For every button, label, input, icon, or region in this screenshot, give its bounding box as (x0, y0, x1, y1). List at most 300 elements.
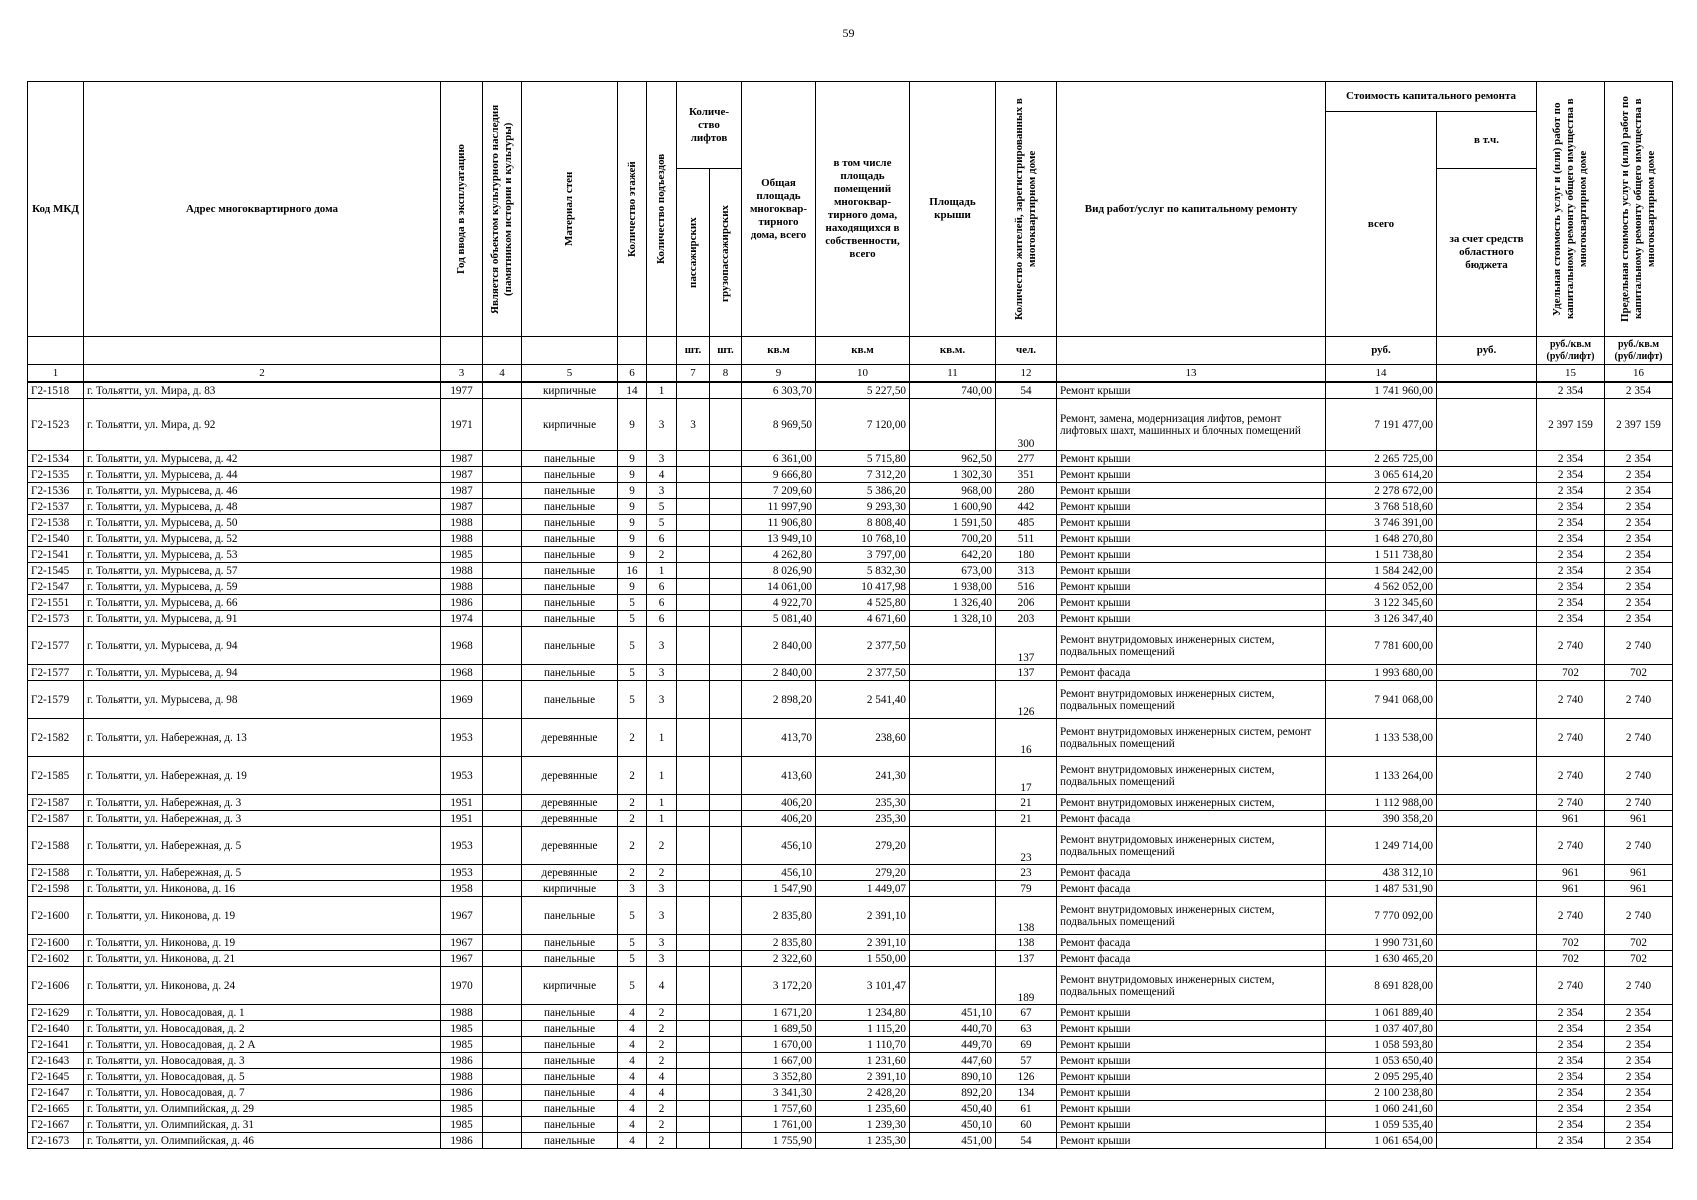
cell-entrances: 3 (647, 483, 677, 499)
table-row (28, 757, 1673, 795)
cell-cost: 1 037 407,80 (1326, 1021, 1437, 1037)
cell-unit-cost: 2 354 (1537, 382, 1605, 399)
cell-max-cost: 2 354 (1605, 467, 1673, 483)
cell-floors: 2 (618, 757, 647, 795)
cell-code: Г2-1577 (28, 665, 84, 681)
cell-entrances: 3 (647, 665, 677, 681)
cell-unit-cost: 2 354 (1537, 451, 1605, 467)
cell-entrances: 3 (647, 627, 677, 665)
cell-entrances: 6 (647, 595, 677, 611)
cell-floors: 14 (618, 382, 647, 399)
cell-max-cost: 702 (1605, 665, 1673, 681)
cell-max-cost: 2 397 159 (1605, 399, 1673, 451)
cell-year: 1985 (441, 1101, 483, 1117)
cell-heritage (483, 547, 522, 563)
cell-floors: 4 (618, 1021, 647, 1037)
cell-unit-cost: 2 354 (1537, 1037, 1605, 1053)
cell-cost: 1 741 960,00 (1326, 382, 1437, 399)
cell-residents: 79 (996, 881, 1057, 897)
cell-lifts-cargo (710, 483, 742, 499)
cell-unit-cost: 2 354 (1537, 1101, 1605, 1117)
table-row (28, 382, 1673, 399)
cell-cost-region (1437, 935, 1537, 951)
cell-cost-region (1437, 627, 1537, 665)
cell-lifts-pass (677, 681, 710, 719)
cell-heritage (483, 951, 522, 967)
cell-heritage (483, 531, 522, 547)
cell-unit-cost: 2 354 (1537, 531, 1605, 547)
cell-max-cost: 2 354 (1605, 1101, 1673, 1117)
cell-area-total: 7 209,60 (742, 483, 816, 499)
cell-lifts-cargo (710, 967, 742, 1005)
header-entrances: Количество подъездов (647, 82, 677, 337)
table-row (28, 881, 1673, 897)
table-row (28, 515, 1673, 531)
cell-wall: панельные (522, 483, 618, 499)
cell-address: г. Тольятти, ул. Набережная, д. 13 (84, 719, 441, 757)
cell-roof-area (910, 897, 996, 935)
column-number: 8 (710, 365, 742, 383)
cell-lifts-cargo (710, 1021, 742, 1037)
cell-year: 1953 (441, 757, 483, 795)
cell-cost: 7 941 068,00 (1326, 681, 1437, 719)
cell-work: Ремонт крыши (1057, 1037, 1326, 1053)
cell-cost-region (1437, 579, 1537, 595)
cell-unit-cost: 2 397 159 (1537, 399, 1605, 451)
cell-max-cost: 2 354 (1605, 547, 1673, 563)
cell-work: Ремонт крыши (1057, 515, 1326, 531)
cell-heritage (483, 865, 522, 881)
cell-address: г. Тольятти, ул. Набережная, д. 3 (84, 811, 441, 827)
cell-unit-cost: 2 354 (1537, 1117, 1605, 1133)
column-number (1437, 365, 1537, 383)
cell-roof-area: 700,20 (910, 531, 996, 547)
cell-residents: 134 (996, 1085, 1057, 1101)
cell-unit-cost: 2 354 (1537, 563, 1605, 579)
cell-work: Ремонт внутридомовых инженерных систем, подвальных помещений (1057, 681, 1326, 719)
cell-address: г. Тольятти, ул. Новосадовая, д. 3 (84, 1053, 441, 1069)
unit-area-total: кв.м (742, 337, 816, 365)
cell-cost-region (1437, 795, 1537, 811)
cell-work: Ремонт внутридомовых инженерных систем, подвальных помещений (1057, 967, 1326, 1005)
cell-lifts-pass (677, 951, 710, 967)
cell-floors: 5 (618, 681, 647, 719)
unit-lifts-cargo: шт. (710, 337, 742, 365)
cell-area-owned: 2 541,40 (816, 681, 910, 719)
cell-floors: 5 (618, 611, 647, 627)
cell-entrances: 4 (647, 967, 677, 1005)
cell-floors: 4 (618, 1005, 647, 1021)
column-numbers-row (28, 365, 1673, 383)
cell-wall: панельные (522, 1053, 618, 1069)
cell-area-owned: 1 239,30 (816, 1117, 910, 1133)
cell-roof-area (910, 757, 996, 795)
cell-address: г. Тольятти, ул. Новосадовая, д. 2 А (84, 1037, 441, 1053)
cell-unit-cost: 2 354 (1537, 483, 1605, 499)
cell-entrances: 3 (647, 935, 677, 951)
cell-max-cost: 2 354 (1605, 1021, 1673, 1037)
cell-area-owned: 235,30 (816, 795, 910, 811)
column-number (647, 365, 677, 383)
cell-cost: 2 095 295,40 (1326, 1069, 1437, 1085)
cell-work: Ремонт крыши (1057, 1117, 1326, 1133)
cell-wall: деревянные (522, 865, 618, 881)
cell-lifts-pass (677, 757, 710, 795)
cell-year: 1988 (441, 579, 483, 595)
cell-residents: 485 (996, 515, 1057, 531)
cell-unit-cost: 961 (1537, 881, 1605, 897)
cell-heritage (483, 967, 522, 1005)
cell-cost-region (1437, 1117, 1537, 1133)
cell-residents: 280 (996, 483, 1057, 499)
column-number: 3 (441, 365, 483, 383)
cell-lifts-cargo (710, 1037, 742, 1053)
cell-area-total: 3 352,80 (742, 1069, 816, 1085)
cell-heritage (483, 935, 522, 951)
cell-max-cost: 2 354 (1605, 1133, 1673, 1149)
table-row (28, 563, 1673, 579)
cell-area-total: 6 303,70 (742, 382, 816, 399)
cell-roof-area: 447,60 (910, 1053, 996, 1069)
cell-lifts-cargo (710, 811, 742, 827)
table-row (28, 1005, 1673, 1021)
cell-floors: 4 (618, 1069, 647, 1085)
cell-address: г. Тольятти, ул. Никонова, д. 24 (84, 967, 441, 1005)
cell-residents: 137 (996, 627, 1057, 665)
cell-work: Ремонт внутридомовых инженерных систем, подвальных помещений (1057, 897, 1326, 935)
cell-unit-cost: 2 740 (1537, 795, 1605, 811)
cell-cost-region (1437, 531, 1537, 547)
header-lifts-pass: пассажирских (677, 169, 710, 337)
cell-max-cost: 702 (1605, 935, 1673, 951)
cell-entrances: 3 (647, 897, 677, 935)
cell-unit-cost: 2 354 (1537, 1085, 1605, 1101)
cell-wall: панельные (522, 1021, 618, 1037)
cell-year: 1953 (441, 827, 483, 865)
table-row (28, 467, 1673, 483)
cell-wall: панельные (522, 897, 618, 935)
cell-unit-cost: 702 (1537, 935, 1605, 951)
cell-area-owned: 1 231,60 (816, 1053, 910, 1069)
cell-entrances: 5 (647, 499, 677, 515)
cell-work: Ремонт крыши (1057, 1085, 1326, 1101)
cell-code: Г2-1573 (28, 611, 84, 627)
cell-work: Ремонт крыши (1057, 1005, 1326, 1021)
cell-roof-area (910, 865, 996, 881)
cell-floors: 9 (618, 531, 647, 547)
cell-roof-area: 1 938,00 (910, 579, 996, 595)
cell-roof-area: 449,70 (910, 1037, 996, 1053)
cell-cost-region (1437, 757, 1537, 795)
cell-entrances: 4 (647, 1069, 677, 1085)
cell-year: 1953 (441, 719, 483, 757)
cell-residents: 54 (996, 1133, 1057, 1149)
cell-year: 1970 (441, 967, 483, 1005)
cell-lifts-pass (677, 1085, 710, 1101)
cell-area-owned: 2 391,10 (816, 897, 910, 935)
cell-heritage (483, 611, 522, 627)
cell-area-owned: 3 101,47 (816, 967, 910, 1005)
cell-lifts-cargo (710, 1005, 742, 1021)
cell-wall: деревянные (522, 811, 618, 827)
cell-cost: 1 133 264,00 (1326, 757, 1437, 795)
table-row (28, 595, 1673, 611)
header-code: Код МКД (28, 82, 84, 337)
cell-max-cost: 2 354 (1605, 483, 1673, 499)
cell-roof-area: 740,00 (910, 382, 996, 399)
table-row (28, 499, 1673, 515)
cell-residents: 206 (996, 595, 1057, 611)
cell-cost-region (1437, 881, 1537, 897)
cell-lifts-cargo (710, 665, 742, 681)
cell-wall: панельные (522, 1069, 618, 1085)
cell-area-owned: 241,30 (816, 757, 910, 795)
cell-cost: 390 358,20 (1326, 811, 1437, 827)
cell-heritage (483, 827, 522, 865)
cell-cost-region (1437, 1005, 1537, 1021)
cell-lifts-cargo (710, 515, 742, 531)
cell-heritage (483, 1053, 522, 1069)
cell-heritage (483, 595, 522, 611)
cell-wall: панельные (522, 951, 618, 967)
cell-floors: 5 (618, 935, 647, 951)
cell-wall: деревянные (522, 719, 618, 757)
cell-area-owned: 10 768,10 (816, 531, 910, 547)
header-address: Адрес многоквартирного дома (84, 82, 441, 337)
cell-area-total: 413,70 (742, 719, 816, 757)
table-row (28, 1069, 1673, 1085)
cell-area-owned: 7 312,20 (816, 467, 910, 483)
cell-wall: панельные (522, 1133, 618, 1149)
cell-wall: деревянные (522, 827, 618, 865)
cell-roof-area (910, 967, 996, 1005)
cell-floors: 2 (618, 827, 647, 865)
cell-cost-region (1437, 515, 1537, 531)
cell-heritage (483, 499, 522, 515)
cell-unit-cost: 2 354 (1537, 499, 1605, 515)
table-row (28, 865, 1673, 881)
cell-year: 1986 (441, 1053, 483, 1069)
header-residents: Количество жителей, зарегистрированных в многоквартирном доме (996, 82, 1057, 337)
cell-lifts-cargo (710, 757, 742, 795)
cell-area-total: 1 670,00 (742, 1037, 816, 1053)
table-row (28, 665, 1673, 681)
cell-year: 1986 (441, 595, 483, 611)
cell-floors: 4 (618, 1085, 647, 1101)
cell-roof-area: 962,50 (910, 451, 996, 467)
cell-max-cost: 961 (1605, 865, 1673, 881)
cell-address: г. Тольятти, ул. Набережная, д. 3 (84, 795, 441, 811)
cell-max-cost: 2 740 (1605, 681, 1673, 719)
cell-lifts-pass (677, 627, 710, 665)
cell-code: Г2-1641 (28, 1037, 84, 1053)
cell-floors: 4 (618, 1133, 647, 1149)
cell-cost-region (1437, 951, 1537, 967)
cell-code: Г2-1587 (28, 795, 84, 811)
cell-area-owned: 2 428,20 (816, 1085, 910, 1101)
cell-cost-region (1437, 681, 1537, 719)
cell-cost: 2 100 238,80 (1326, 1085, 1437, 1101)
cell-area-owned: 1 234,80 (816, 1005, 910, 1021)
cell-code: Г2-1577 (28, 627, 84, 665)
cell-roof-area (910, 627, 996, 665)
cell-code: Г2-1538 (28, 515, 84, 531)
cell-lifts-pass (677, 382, 710, 399)
cell-year: 1951 (441, 811, 483, 827)
cell-area-total: 13 949,10 (742, 531, 816, 547)
cell-cost-region (1437, 865, 1537, 881)
cell-code: Г2-1645 (28, 1069, 84, 1085)
cell-lifts-cargo (710, 579, 742, 595)
cell-cost-region (1437, 499, 1537, 515)
cell-roof-area: 451,00 (910, 1133, 996, 1149)
cell-entrances: 1 (647, 795, 677, 811)
cell-max-cost: 961 (1605, 811, 1673, 827)
cell-heritage (483, 665, 522, 681)
cell-area-total: 1 757,60 (742, 1101, 816, 1117)
cell-residents: 60 (996, 1117, 1057, 1133)
cell-roof-area (910, 795, 996, 811)
cell-address: г. Тольятти, ул. Никонова, д. 16 (84, 881, 441, 897)
cell-area-total: 9 666,80 (742, 467, 816, 483)
cell-work: Ремонт крыши (1057, 1133, 1326, 1149)
cell-residents: 54 (996, 382, 1057, 399)
cell-lifts-pass (677, 483, 710, 499)
cell-heritage (483, 467, 522, 483)
cell-residents: 63 (996, 1021, 1057, 1037)
cell-area-total: 406,20 (742, 811, 816, 827)
cell-heritage (483, 795, 522, 811)
cell-code: Г2-1540 (28, 531, 84, 547)
cell-area-total: 14 061,00 (742, 579, 816, 595)
cell-area-owned: 9 293,30 (816, 499, 910, 515)
cell-cost: 1 487 531,90 (1326, 881, 1437, 897)
cell-work: Ремонт крыши (1057, 483, 1326, 499)
cell-lifts-pass (677, 579, 710, 595)
cell-residents: 61 (996, 1101, 1057, 1117)
table-row (28, 967, 1673, 1005)
cell-max-cost: 2 354 (1605, 1085, 1673, 1101)
cell-floors: 9 (618, 483, 647, 499)
cell-code: Г2-1545 (28, 563, 84, 579)
cell-area-total: 2 840,00 (742, 627, 816, 665)
cell-wall: кирпичные (522, 382, 618, 399)
table-row (28, 1053, 1673, 1069)
unit-unit-cost: руб./кв.м (руб/лифт) (1537, 337, 1605, 365)
cell-roof-area (910, 951, 996, 967)
cell-cost: 1 061 654,00 (1326, 1133, 1437, 1149)
cell-cost-region (1437, 827, 1537, 865)
cell-lifts-cargo (710, 399, 742, 451)
cell-code: Г2-1535 (28, 467, 84, 483)
cell-lifts-pass (677, 1117, 710, 1133)
cell-lifts-pass (677, 881, 710, 897)
cell-cost-region (1437, 1133, 1537, 1149)
column-number: 1 (28, 365, 84, 383)
cell-wall: кирпичные (522, 399, 618, 451)
cell-area-total: 5 081,40 (742, 611, 816, 627)
cell-lifts-pass (677, 827, 710, 865)
cell-code: Г2-1606 (28, 967, 84, 1005)
cell-max-cost: 2 354 (1605, 1069, 1673, 1085)
cell-entrances: 6 (647, 579, 677, 595)
cell-area-total: 3 341,30 (742, 1085, 816, 1101)
cell-cost: 1 133 538,00 (1326, 719, 1437, 757)
cell-lifts-pass (677, 1069, 710, 1085)
cell-max-cost: 2 354 (1605, 563, 1673, 579)
cell-code: Г2-1629 (28, 1005, 84, 1021)
cell-entrances: 6 (647, 611, 677, 627)
cell-work: Ремонт внутридомовых инженерных систем, ремонт подвальных помещений (1057, 719, 1326, 757)
cell-residents: 137 (996, 951, 1057, 967)
cell-residents: 21 (996, 795, 1057, 811)
cell-address: г. Тольятти, ул. Мурысева, д. 50 (84, 515, 441, 531)
cell-roof-area: 890,10 (910, 1069, 996, 1085)
cell-code: Г2-1665 (28, 1101, 84, 1117)
column-number: 7 (677, 365, 710, 383)
cell-code: Г2-1523 (28, 399, 84, 451)
cell-area-total: 8 969,50 (742, 399, 816, 451)
cell-address: г. Тольятти, ул. Мира, д. 83 (84, 382, 441, 399)
cell-area-owned: 1 235,60 (816, 1101, 910, 1117)
cell-work: Ремонт внутридомовых инженерных систем, подвальных помещений (1057, 827, 1326, 865)
cell-year: 1985 (441, 1021, 483, 1037)
cell-code: Г2-1518 (28, 382, 84, 399)
cell-heritage (483, 881, 522, 897)
cell-area-total: 2 835,80 (742, 935, 816, 951)
column-number: 9 (742, 365, 816, 383)
cell-area-total: 406,20 (742, 795, 816, 811)
cell-area-owned: 3 797,00 (816, 547, 910, 563)
cell-work: Ремонт крыши (1057, 1053, 1326, 1069)
cell-roof-area (910, 881, 996, 897)
cell-floors: 4 (618, 1053, 647, 1069)
cell-cost: 1 060 241,60 (1326, 1101, 1437, 1117)
cell-year: 1969 (441, 681, 483, 719)
cell-lifts-cargo (710, 1053, 742, 1069)
cell-code: Г2-1647 (28, 1085, 84, 1101)
cell-area-owned: 2 377,50 (816, 665, 910, 681)
cell-entrances: 2 (647, 1021, 677, 1037)
cell-address: г. Тольятти, ул. Новосадовая, д. 1 (84, 1005, 441, 1021)
cell-wall: кирпичные (522, 881, 618, 897)
cell-heritage (483, 1069, 522, 1085)
cell-cost-region (1437, 1101, 1537, 1117)
cell-cost: 1 112 988,00 (1326, 795, 1437, 811)
cell-residents: 69 (996, 1037, 1057, 1053)
cell-roof-area (910, 399, 996, 451)
cell-max-cost: 2 354 (1605, 499, 1673, 515)
cell-roof-area (910, 681, 996, 719)
column-number: 4 (483, 365, 522, 383)
cell-wall: панельные (522, 515, 618, 531)
cell-work: Ремонт крыши (1057, 382, 1326, 399)
cell-area-owned: 8 808,40 (816, 515, 910, 531)
cell-code: Г2-1534 (28, 451, 84, 467)
cell-address: г. Тольятти, ул. Мурысева, д. 52 (84, 531, 441, 547)
cell-address: г. Тольятти, ул. Никонова, д. 21 (84, 951, 441, 967)
cell-lifts-pass (677, 719, 710, 757)
cell-work: Ремонт крыши (1057, 499, 1326, 515)
cell-area-total: 11 906,80 (742, 515, 816, 531)
cell-roof-area: 642,20 (910, 547, 996, 563)
cell-wall: панельные (522, 563, 618, 579)
cell-floors: 5 (618, 897, 647, 935)
cell-work: Ремонт крыши (1057, 547, 1326, 563)
cell-lifts-pass (677, 1133, 710, 1149)
cell-lifts-cargo (710, 1133, 742, 1149)
cell-roof-area: 450,10 (910, 1117, 996, 1133)
